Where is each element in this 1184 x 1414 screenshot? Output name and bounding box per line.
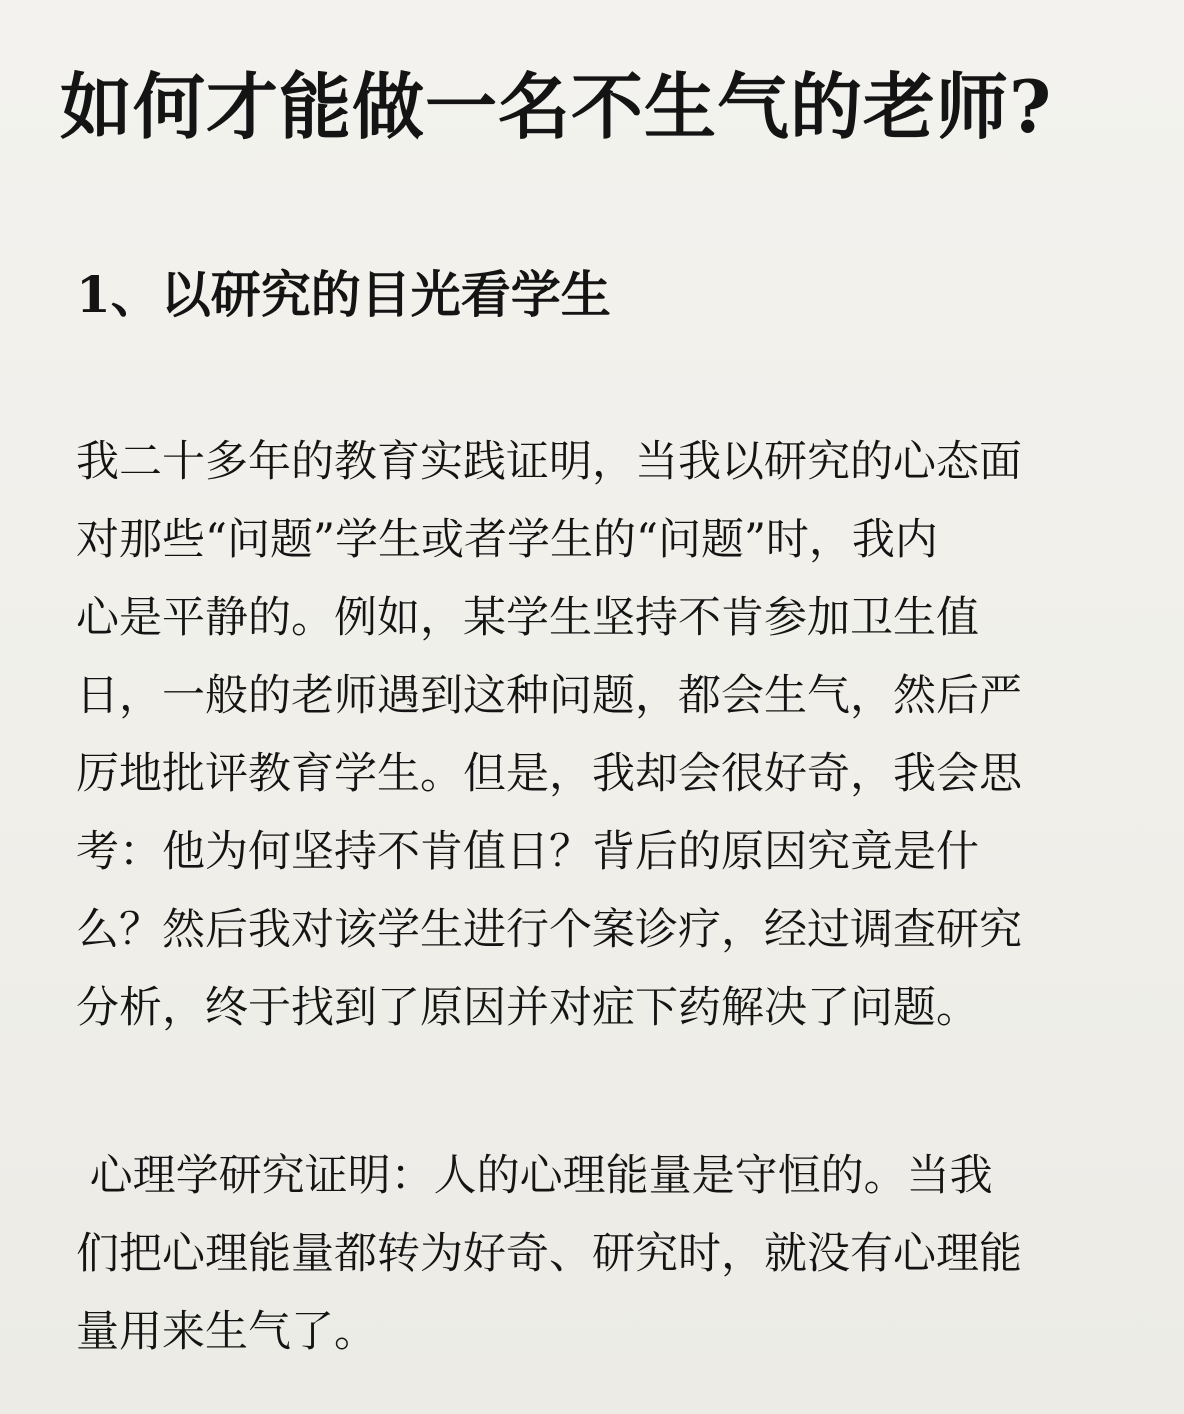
paragraph-line: 心理学研究证明：人的心理能量是守恒的。当我 — [76, 1151, 993, 1201]
paragraph-line: 分析，终于找到了原因并对症下药解决了问题。 — [76, 983, 979, 1033]
paragraph-line: 对那些“问题”学生或者学生的“问题”时，我内 — [76, 515, 938, 565]
paragraph-line: 们把心理能量都转为好奇、研究时，就没有心理能 — [76, 1229, 1022, 1279]
paragraph-line: 我二十多年的教育实践证明，当我以研究的心态面 — [76, 437, 1022, 487]
paragraph-line: 日，一般的老师遇到这种问题，都会生气，然后严 — [76, 671, 1022, 721]
section-heading: 1、以研究的目光看学生 — [76, 265, 611, 324]
paragraph-line: 心是平静的。例如，某学生坚持不肯参加卫生值 — [76, 593, 979, 643]
paragraph-line: 么？然后我对该学生进行个案诊疗，经过调查研究 — [76, 905, 1022, 955]
paragraph-1 — [76, 423, 1106, 1047]
paragraph-line: 考：他为何坚持不肯值日？背后的原因究竟是什 — [76, 827, 979, 877]
document-title: 如何才能做一名不生气的老师? — [60, 64, 1053, 149]
paragraph-2 — [76, 1137, 1106, 1371]
paragraph-line: 量用来生气了。 — [76, 1307, 377, 1357]
paragraph-line: 厉地批评教育学生。但是，我却会很好奇，我会思 — [76, 749, 1022, 799]
